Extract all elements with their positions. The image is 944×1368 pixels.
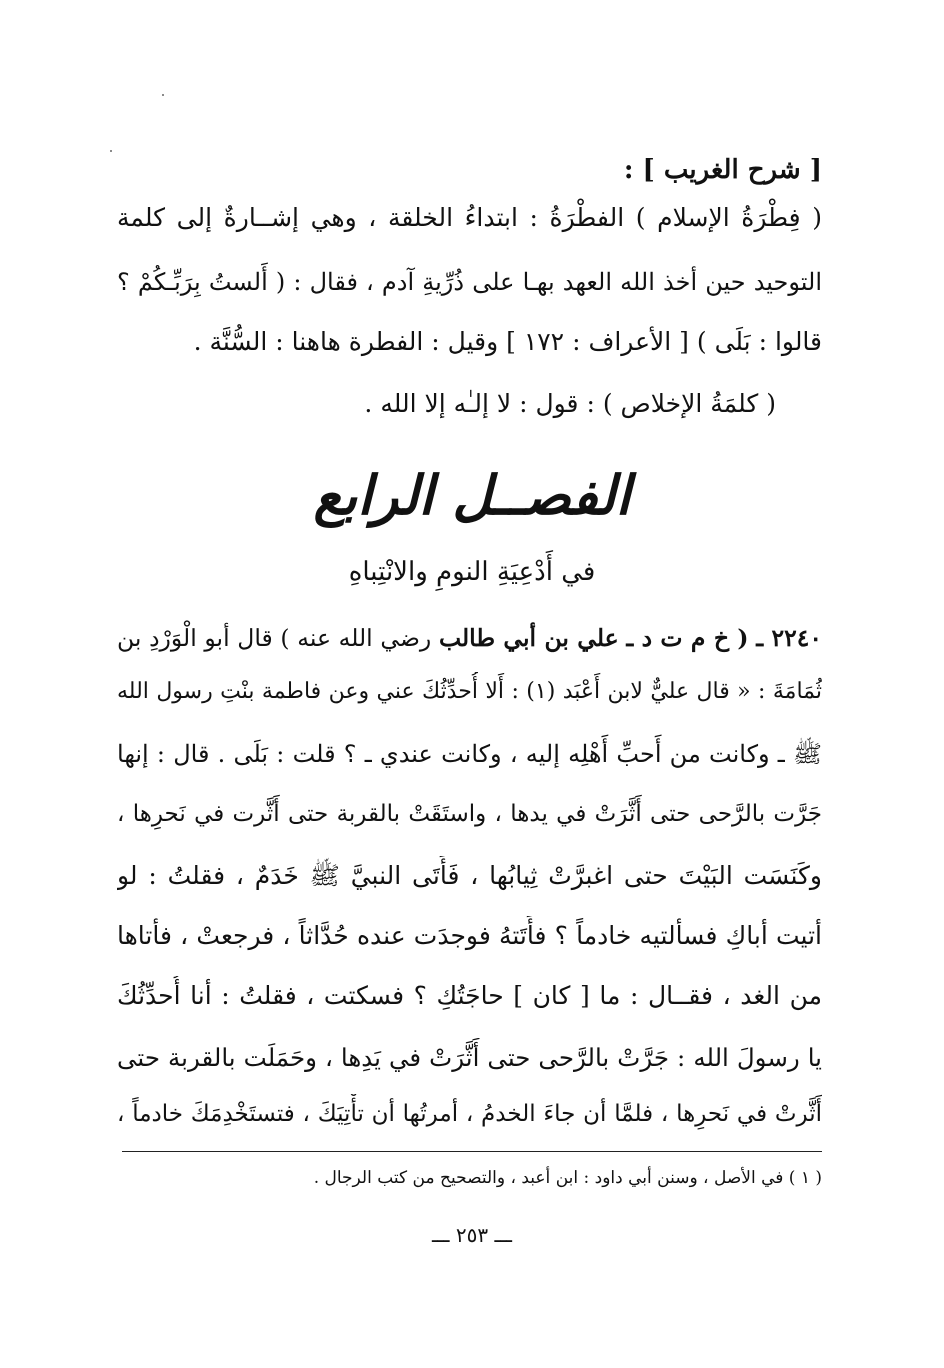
- footnote: ( ١ ) في الأصل ، وسنن أبي داود : ابن أعبد ، والتصحيح من كتب الرجال .: [313, 1168, 822, 1188]
- chapter-title: الفصــل الرابع: [313, 463, 631, 527]
- glossary-line-3: قالوا : بَلَى ) [ الأعراف : ١٧٢ ] وقيل : الفطرة هاهنا : السُّنَّة .: [193, 327, 822, 356]
- chapter-subtitle: في أَدْعِيَةِ النومِ والانْتِباهِ: [348, 557, 596, 587]
- hadith-line-3: جَرَّت بالرَّحى حتى أَثَّرَتْ في يدها ، واستَقَتْ بالقربة حتى أَثَّرت في نَحرِها ،: [117, 801, 822, 827]
- hadith-line-5: أتيت أباكِ فسألتيه خادماً ؟ فأَتَتهُ فوجدَت عنده حُدَّاثاً ، فرجعتْ ، فأتاها: [117, 921, 822, 950]
- hadith-line-6: من الغد ، فقــال : ما [ كان ] حاجَتُكِ ؟ فسكتت ، فقلتُ : أنا أُحدِّثُكَ: [117, 981, 822, 1010]
- glossary-line-1: ( فِطْرَةُ الإسلام ) الفطْرَةُ : ابتداءُ الخلقة ، وهي إشــارةٌ إلى كلمة: [117, 203, 822, 232]
- hadith-line-2: ﷺ ـ وكانت من أَحبِّ أَهْلِه إليه ، وكانت عندي ـ ؟ قلت : بَلَى . قال : إنها: [117, 740, 822, 768]
- scan-speck: [110, 150, 112, 152]
- hadith-after-narrator: رضي الله عنه ) قال أبو الْوَرْدِ بن: [117, 624, 432, 652]
- page-number: ـــ ٢٥٣ ـــ: [431, 1223, 513, 1247]
- glossary-line-4: ( كلمَةُ الإخلاص ) : قول : لا إلـٰه إلا الله .: [364, 389, 776, 418]
- hadith-number: ٢٢٤٠ ـ: [756, 624, 822, 652]
- hadith-source: ( خ م ت د ـ: [626, 624, 749, 652]
- hadith-line-4: وكَنَسَت البَيْتَ حتى اغبرَّتْ ثِيابُها ، فَأَتَى النبيَّ ﷺ خَدَمٌ ، فقلتُ : لو: [117, 861, 822, 890]
- hadith-line-8: أَثَّرتْ في نَحرِها ، فلمَّا أن جاءَ الخدمُ ، أمرتُها أن تأْتِيَكَ ، فتستَخْدِمَكَ خادماً ،: [117, 1101, 822, 1127]
- hadith-header-line: [117, 618, 822, 658]
- hadith-line-7: يا رسولَ الله : جَرَّتْ بالرَّحى حتى أَثَّرَتْ في يَدِها ، وحَمَلَت بالقربة حتى: [117, 1043, 822, 1072]
- scan-speck: [162, 94, 164, 96]
- glossary-heading: [ شرح الغريب ] :: [623, 155, 822, 185]
- hadith-line-1: ثُمَامَةَ : « قال عليٌّ لابن أَعْبَد (١) : أَلا أُحدِّثُكَ عني وعن فاطمة بنْتِ رسول الله: [117, 679, 822, 704]
- footnote-divider: [122, 1151, 822, 1152]
- hadith-narrator: علي بن أبي طالب: [438, 624, 619, 652]
- glossary-line-2: التوحيد حين أخذ الله العهد بهـا على ذُرِّيةِ آدم ، فقال : ( أَلستُ بِرَبِّـكُمْ ؟: [117, 268, 822, 296]
